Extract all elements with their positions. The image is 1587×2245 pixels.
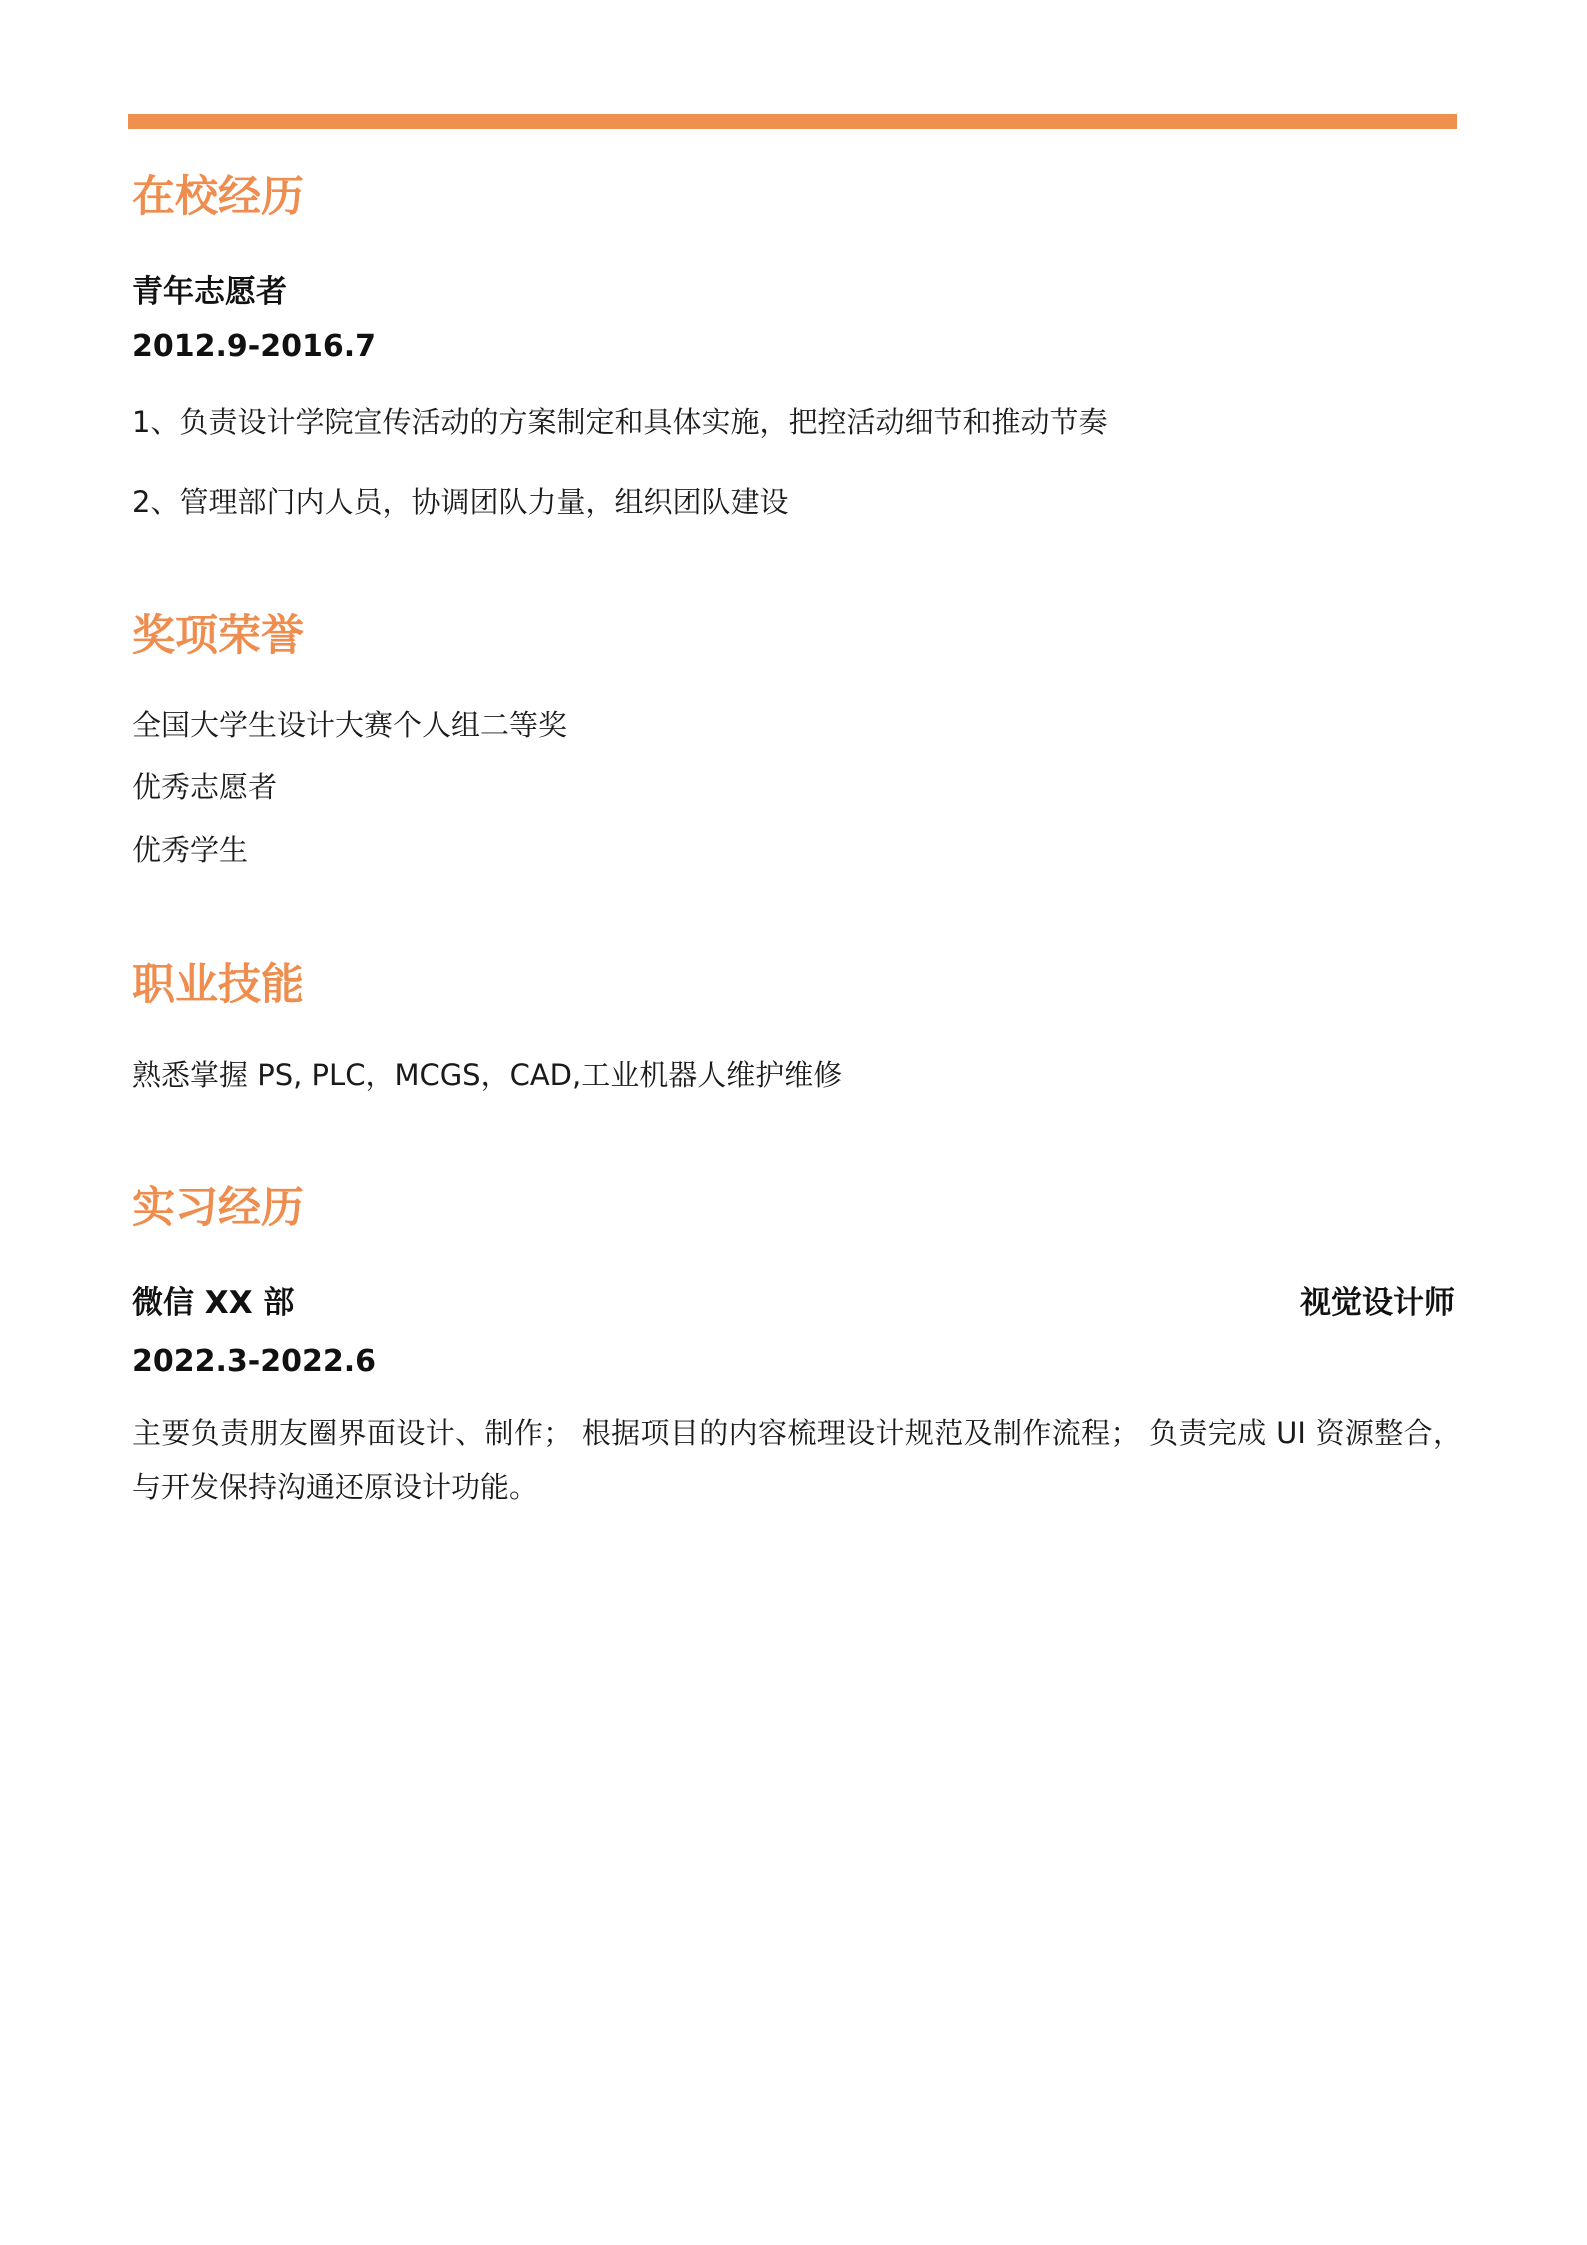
internship-description: 主要负责朋友圈界面设计、制作； 根据项目的内容梳理设计规范及制作流程； 负责完成 UI 资源整合，与开发保持沟通还原设计功能。	[132, 1416, 1462, 1504]
accent-divider-bar	[128, 114, 1457, 129]
internship-date: 2022.3-2022.6	[132, 1344, 376, 1379]
award-item: 全国大学生设计大赛个人组二等奖	[132, 708, 568, 742]
campus-item-2: 2、管理部门内人员，协调团队力量，组织团队建设	[132, 485, 789, 519]
campus-entry-date: 2012.9-2016.7	[132, 329, 376, 364]
section-title-campus: 在校经历	[132, 172, 304, 222]
campus-entry-title: 青年志愿者	[132, 274, 287, 310]
award-item: 优秀志愿者	[132, 770, 278, 804]
campus-item-1: 1、负责设计学院宣传活动的方案制定和具体实施，把控活动细节和推动节奏	[132, 405, 1108, 439]
internship-company: 微信 XX 部	[132, 1285, 295, 1321]
section-title-internship: 实习经历	[132, 1183, 304, 1233]
section-title-awards: 奖项荣誉	[132, 611, 304, 661]
award-item: 优秀学生	[132, 833, 249, 867]
section-title-skills: 职业技能	[132, 960, 304, 1010]
internship-role: 视觉设计师	[1300, 1285, 1455, 1321]
skills-text: 熟悉掌握 PS, PLC，MCGS，CAD,工业机器人维护维修	[132, 1058, 843, 1092]
